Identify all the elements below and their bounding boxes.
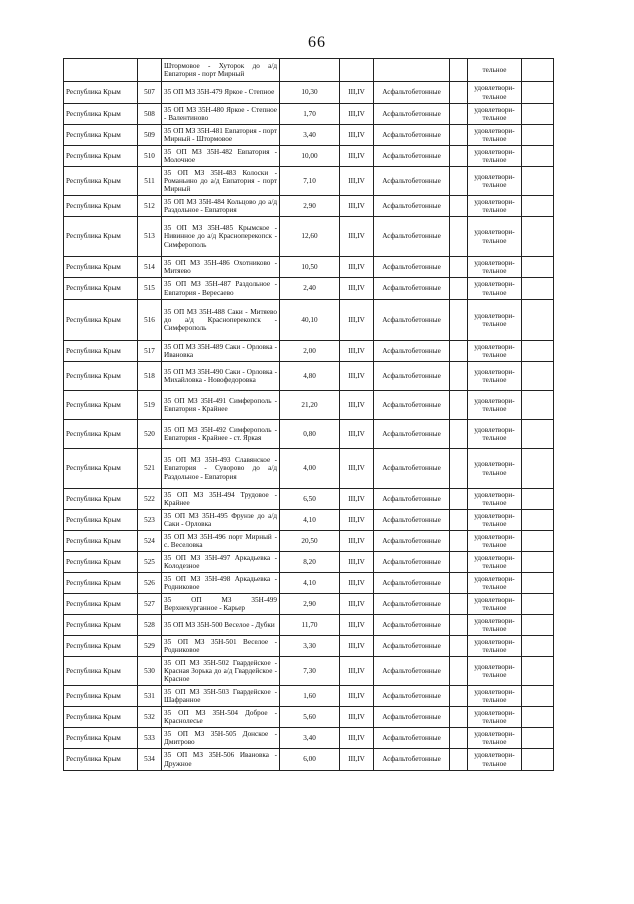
length-cell: 4,10: [280, 573, 340, 594]
length-cell: 8,20: [280, 552, 340, 573]
region-cell: Республика Крым: [64, 728, 138, 749]
table-row: [64, 594, 554, 615]
category-cell: III,IV: [340, 217, 374, 257]
table-row: [64, 391, 554, 420]
number-cell: 510: [138, 146, 162, 167]
condition-cell: удовлетвори-тельное: [468, 146, 522, 167]
length-cell: 1,70: [280, 104, 340, 125]
surface-cell: Асфальтобетонные: [374, 167, 450, 196]
table-row-continued: [64, 59, 554, 82]
surface-cell: Асфальтобетонные: [374, 686, 450, 707]
table-row: [64, 749, 554, 771]
category-cell: III,IV: [340, 552, 374, 573]
road-name-cell: 35 ОП МЗ 35Н-502 Гвардейское - Красная Зорька до а/д Гвардейское - Красное: [162, 657, 280, 686]
region-cell: Республика Крым: [64, 104, 138, 125]
region-cell: Республика Крым: [64, 278, 138, 300]
category-cell: III,IV: [340, 300, 374, 341]
length-cell: 10,00: [280, 146, 340, 167]
table-row: [64, 449, 554, 489]
region-cell: Республика Крым: [64, 449, 138, 489]
length-cell: 5,60: [280, 707, 340, 728]
surface-cell: Асфальтобетонные: [374, 615, 450, 636]
surface-cell: [374, 59, 450, 82]
empty-cell: [522, 573, 554, 594]
condition-cell: удовлетвори-тельное: [468, 636, 522, 657]
category-cell: III,IV: [340, 531, 374, 552]
number-cell: 532: [138, 707, 162, 728]
empty-cell: [450, 59, 468, 82]
condition-cell: удовлетвори-тельное: [468, 531, 522, 552]
road-name-cell: 35 ОП МЗ 35Н-482 Евпатория - Молочное: [162, 146, 280, 167]
empty-cell: [522, 125, 554, 146]
table-row: [64, 636, 554, 657]
empty-cell: [522, 636, 554, 657]
condition-cell: удовлетвори-тельное: [468, 573, 522, 594]
category-cell: III,IV: [340, 686, 374, 707]
road-name-cell: 35 ОП МЗ 35Н-489 Саки - Орловка - Ивановка: [162, 341, 280, 362]
empty-cell: [522, 59, 554, 82]
road-name-cell: Штормовое - Хуторок до а/д Евпатория - порт Мирный: [162, 59, 280, 82]
condition-cell: удовлетвори-тельное: [468, 217, 522, 257]
table-row: [64, 552, 554, 573]
empty-cell: [450, 278, 468, 300]
condition-cell: удовлетвори-тельное: [468, 257, 522, 278]
empty-cell: [450, 749, 468, 771]
length-cell: 12,60: [280, 217, 340, 257]
number-cell: 515: [138, 278, 162, 300]
road-name-cell: 35 ОП МЗ 35Н-498 Аркадьевка - Родниковое: [162, 573, 280, 594]
empty-cell: [450, 707, 468, 728]
category-cell: III,IV: [340, 341, 374, 362]
length-cell: 11,70: [280, 615, 340, 636]
empty-cell: [450, 217, 468, 257]
empty-cell: [522, 420, 554, 449]
condition-cell: удовлетвори-тельное: [468, 728, 522, 749]
road-name-cell: 35 ОП МЗ 35Н-484 Кольцово до а/д Раздольное - Евпатория: [162, 196, 280, 217]
empty-cell: [450, 125, 468, 146]
condition-cell: удовлетвори-тельное: [468, 125, 522, 146]
surface-cell: Асфальтобетонные: [374, 217, 450, 257]
empty-cell: [522, 657, 554, 686]
number-cell: 512: [138, 196, 162, 217]
empty-cell: [450, 300, 468, 341]
region-cell: Республика Крым: [64, 167, 138, 196]
table-row: [64, 707, 554, 728]
empty-cell: [522, 749, 554, 771]
empty-cell: [522, 449, 554, 489]
table-row: [64, 104, 554, 125]
region-cell: Республика Крым: [64, 594, 138, 615]
empty-cell: [450, 686, 468, 707]
length-cell: 40,10: [280, 300, 340, 341]
surface-cell: Асфальтобетонные: [374, 420, 450, 449]
empty-cell: [450, 196, 468, 217]
empty-cell: [522, 531, 554, 552]
region-cell: Республика Крым: [64, 146, 138, 167]
surface-cell: Асфальтобетонные: [374, 707, 450, 728]
empty-cell: [450, 146, 468, 167]
number-cell: 517: [138, 341, 162, 362]
table-row: [64, 125, 554, 146]
road-name-cell: 35 ОП МЗ 35Н-488 Саки - Митяево до а/д Красноперекопск - Симферополь: [162, 300, 280, 341]
condition-cell: удовлетвори-тельное: [468, 341, 522, 362]
length-cell: 7,10: [280, 167, 340, 196]
region-cell: Республика Крым: [64, 257, 138, 278]
number-cell: 520: [138, 420, 162, 449]
category-cell: III,IV: [340, 125, 374, 146]
length-cell: 0,80: [280, 420, 340, 449]
roads-table: [63, 58, 554, 771]
region-cell: Республика Крым: [64, 217, 138, 257]
number-cell: 514: [138, 257, 162, 278]
length-cell: 4,00: [280, 449, 340, 489]
category-cell: III,IV: [340, 707, 374, 728]
empty-cell: [522, 167, 554, 196]
road-name-cell: 35 ОП МЗ 35Н-490 Саки - Орловка - Михайловка - Новофедоровка: [162, 362, 280, 391]
empty-cell: [450, 257, 468, 278]
surface-cell: Асфальтобетонные: [374, 341, 450, 362]
empty-cell: [450, 489, 468, 510]
empty-cell: [450, 449, 468, 489]
region-cell: Республика Крым: [64, 636, 138, 657]
region-cell: Республика Крым: [64, 300, 138, 341]
road-name-cell: 35 ОП МЗ 35Н-492 Симферополь - Евпатория - Крайнее - ст. Яркая: [162, 420, 280, 449]
length-cell: 21,20: [280, 391, 340, 420]
table-row: [64, 217, 554, 257]
length-cell: 7,30: [280, 657, 340, 686]
length-cell: 20,50: [280, 531, 340, 552]
number-cell: 518: [138, 362, 162, 391]
category-cell: III,IV: [340, 167, 374, 196]
condition-cell: удовлетвори-тельное: [468, 707, 522, 728]
number-cell: 530: [138, 657, 162, 686]
empty-cell: [522, 615, 554, 636]
table-row: [64, 341, 554, 362]
category-cell: III,IV: [340, 104, 374, 125]
surface-cell: Асфальтобетонные: [374, 510, 450, 531]
length-cell: 6,00: [280, 749, 340, 771]
category-cell: III,IV: [340, 257, 374, 278]
empty-cell: [522, 686, 554, 707]
number-cell: 529: [138, 636, 162, 657]
category-cell: III,IV: [340, 278, 374, 300]
number-cell: 525: [138, 552, 162, 573]
number-cell: 523: [138, 510, 162, 531]
category-cell: III,IV: [340, 82, 374, 104]
empty-cell: [450, 167, 468, 196]
number-cell: 513: [138, 217, 162, 257]
condition-cell: удовлетвори-тельное: [468, 749, 522, 771]
length-cell: 3,30: [280, 636, 340, 657]
category-cell: III,IV: [340, 420, 374, 449]
region-cell: Республика Крым: [64, 531, 138, 552]
number-cell: 507: [138, 82, 162, 104]
condition-cell: удовлетвори-тельное: [468, 420, 522, 449]
table-row: [64, 257, 554, 278]
number-cell: 534: [138, 749, 162, 771]
condition-cell: удовлетвори-тельное: [468, 510, 522, 531]
road-name-cell: 35 ОП МЗ 35Н-491 Симферополь - Евпатория - Крайнее: [162, 391, 280, 420]
empty-cell: [450, 531, 468, 552]
table-row: [64, 615, 554, 636]
length-cell: 3,40: [280, 125, 340, 146]
empty-cell: [450, 362, 468, 391]
page-number: 66: [308, 34, 326, 51]
condition-cell: удовлетвори-тельное: [468, 82, 522, 104]
condition-cell: удовлетвори-тельное: [468, 686, 522, 707]
region-cell: Республика Крым: [64, 420, 138, 449]
number-cell: [138, 59, 162, 82]
empty-cell: [450, 636, 468, 657]
condition-cell: удовлетвори-тельное: [468, 594, 522, 615]
length-cell: 1,60: [280, 686, 340, 707]
length-cell: 4,80: [280, 362, 340, 391]
road-name-cell: 35 ОП МЗ 35Н-487 Раздольное - Евпатория - Вересаево: [162, 278, 280, 300]
region-cell: Республика Крым: [64, 125, 138, 146]
surface-cell: Асфальтобетонные: [374, 552, 450, 573]
number-cell: 531: [138, 686, 162, 707]
number-cell: 509: [138, 125, 162, 146]
category-cell: III,IV: [340, 594, 374, 615]
condition-cell: удовлетвори-тельное: [468, 449, 522, 489]
empty-cell: [522, 217, 554, 257]
table-body: [64, 59, 554, 771]
category-cell: III,IV: [340, 749, 374, 771]
table-row: [64, 510, 554, 531]
road-name-cell: 35 ОП МЗ 35Н-481 Евпатория - порт Мирный - Штормовое: [162, 125, 280, 146]
surface-cell: Асфальтобетонные: [374, 125, 450, 146]
length-cell: 10,50: [280, 257, 340, 278]
empty-cell: [522, 362, 554, 391]
condition-cell: удовлетвори-тельное: [468, 391, 522, 420]
table-row: [64, 278, 554, 300]
category-cell: [340, 59, 374, 82]
empty-cell: [450, 728, 468, 749]
surface-cell: Асфальтобетонные: [374, 391, 450, 420]
surface-cell: Асфальтобетонные: [374, 257, 450, 278]
empty-cell: [450, 391, 468, 420]
number-cell: 516: [138, 300, 162, 341]
empty-cell: [450, 552, 468, 573]
road-name-cell: 35 ОП МЗ 35Н-480 Яркое - Степное - Валентиново: [162, 104, 280, 125]
category-cell: III,IV: [340, 196, 374, 217]
category-cell: III,IV: [340, 391, 374, 420]
empty-cell: [522, 341, 554, 362]
condition-cell: удовлетвори-тельное: [468, 362, 522, 391]
length-cell: [280, 59, 340, 82]
number-cell: 508: [138, 104, 162, 125]
region-cell: Республика Крым: [64, 82, 138, 104]
table-row: [64, 657, 554, 686]
table-row: [64, 420, 554, 449]
empty-cell: [450, 82, 468, 104]
road-name-cell: 35 ОП МЗ 35Н-483 Колоски - Романьино до а/д Евпатория - порт Мирный: [162, 167, 280, 196]
empty-cell: [522, 104, 554, 125]
surface-cell: Асфальтобетонные: [374, 489, 450, 510]
surface-cell: Асфальтобетонные: [374, 82, 450, 104]
empty-cell: [522, 489, 554, 510]
surface-cell: Асфальтобетонные: [374, 573, 450, 594]
category-cell: III,IV: [340, 728, 374, 749]
road-name-cell: 35 ОП МЗ 35Н-494 Трудовое - Крайнее: [162, 489, 280, 510]
empty-cell: [522, 594, 554, 615]
number-cell: 533: [138, 728, 162, 749]
condition-cell: удовлетвори-тельное: [468, 104, 522, 125]
surface-cell: Асфальтобетонные: [374, 278, 450, 300]
category-cell: III,IV: [340, 449, 374, 489]
number-cell: 522: [138, 489, 162, 510]
region-cell: Республика Крым: [64, 573, 138, 594]
empty-cell: [522, 391, 554, 420]
road-name-cell: 35 ОП МЗ 35Н-496 порт Мирный - с. Веселовка: [162, 531, 280, 552]
empty-cell: [522, 300, 554, 341]
category-cell: III,IV: [340, 362, 374, 391]
road-name-cell: 35 ОП МЗ 35Н-506 Ивановка - Дружное: [162, 749, 280, 771]
empty-cell: [450, 615, 468, 636]
road-name-cell: 35 ОП МЗ 35Н-497 Аркадьевка - Колодезное: [162, 552, 280, 573]
table-row: [64, 300, 554, 341]
region-cell: Республика Крым: [64, 552, 138, 573]
table-row: [64, 573, 554, 594]
region-cell: Республика Крым: [64, 707, 138, 728]
road-name-cell: 35 ОП МЗ 35Н-486 Охотниково - Митяево: [162, 257, 280, 278]
number-cell: 521: [138, 449, 162, 489]
category-cell: III,IV: [340, 657, 374, 686]
length-cell: 2,00: [280, 341, 340, 362]
empty-cell: [522, 707, 554, 728]
table-row: [64, 146, 554, 167]
region-cell: Республика Крым: [64, 686, 138, 707]
region-cell: [64, 59, 138, 82]
region-cell: Республика Крым: [64, 749, 138, 771]
road-name-cell: 35 ОП МЗ 35Н-501 Веселое - Родниковое: [162, 636, 280, 657]
length-cell: 6,50: [280, 489, 340, 510]
condition-cell: удовлетвори-тельное: [468, 167, 522, 196]
condition-cell: удовлетвори-тельное: [468, 196, 522, 217]
empty-cell: [450, 104, 468, 125]
table-row: [64, 167, 554, 196]
length-cell: 4,10: [280, 510, 340, 531]
empty-cell: [450, 657, 468, 686]
number-cell: 519: [138, 391, 162, 420]
number-cell: 528: [138, 615, 162, 636]
surface-cell: Асфальтобетонные: [374, 594, 450, 615]
empty-cell: [522, 196, 554, 217]
condition-cell: удовлетвори-тельное: [468, 300, 522, 341]
empty-cell: [450, 420, 468, 449]
table-row: [64, 728, 554, 749]
number-cell: 511: [138, 167, 162, 196]
table-row: [64, 362, 554, 391]
category-cell: III,IV: [340, 489, 374, 510]
empty-cell: [450, 510, 468, 531]
region-cell: Республика Крым: [64, 341, 138, 362]
empty-cell: [522, 728, 554, 749]
region-cell: Республика Крым: [64, 510, 138, 531]
surface-cell: Асфальтобетонные: [374, 636, 450, 657]
surface-cell: Асфальтобетонные: [374, 104, 450, 125]
road-name-cell: 35 ОП МЗ 35Н-503 Гвардейское - Шафранное: [162, 686, 280, 707]
road-name-cell: 35 ОП МЗ 35Н-495 Фрунзе до а/д Саки - Орловка: [162, 510, 280, 531]
table-row: [64, 489, 554, 510]
surface-cell: Асфальтобетонные: [374, 449, 450, 489]
condition-cell: удовлетвори-тельное: [468, 615, 522, 636]
road-name-cell: 35 ОП МЗ 35Н-504 Доброе - Краснолесье: [162, 707, 280, 728]
empty-cell: [522, 510, 554, 531]
number-cell: 527: [138, 594, 162, 615]
category-cell: III,IV: [340, 510, 374, 531]
road-name-cell: 35 ОП МЗ 35Н-499 Верхнекурганное - Карьер: [162, 594, 280, 615]
surface-cell: Асфальтобетонные: [374, 196, 450, 217]
length-cell: 10,30: [280, 82, 340, 104]
empty-cell: [450, 341, 468, 362]
length-cell: 2,90: [280, 196, 340, 217]
surface-cell: Асфальтобетонные: [374, 749, 450, 771]
empty-cell: [450, 594, 468, 615]
length-cell: 3,40: [280, 728, 340, 749]
category-cell: III,IV: [340, 615, 374, 636]
road-name-cell: 35 ОП МЗ 35Н-493 Славянское - Евпатория - Суворово до а/д Раздольное - Евпатория: [162, 449, 280, 489]
condition-cell: удовлетвори-тельное: [468, 657, 522, 686]
region-cell: Республика Крым: [64, 615, 138, 636]
condition-cell: удовлетвори-тельное: [468, 552, 522, 573]
region-cell: Республика Крым: [64, 196, 138, 217]
surface-cell: Асфальтобетонные: [374, 300, 450, 341]
category-cell: III,IV: [340, 146, 374, 167]
surface-cell: Асфальтобетонные: [374, 362, 450, 391]
length-cell: 2,40: [280, 278, 340, 300]
number-cell: 526: [138, 573, 162, 594]
table-row: [64, 82, 554, 104]
table-row: [64, 196, 554, 217]
empty-cell: [450, 573, 468, 594]
region-cell: Республика Крым: [64, 391, 138, 420]
road-name-cell: 35 ОП МЗ 35Н-485 Крымское - Нивинное до а/д Красноперекопск - Симферополь: [162, 217, 280, 257]
road-name-cell: 35 ОП МЗ 35Н-479 Яркое - Степное: [162, 82, 280, 104]
surface-cell: Асфальтобетонные: [374, 146, 450, 167]
surface-cell: Асфальтобетонные: [374, 531, 450, 552]
table-row: [64, 686, 554, 707]
empty-cell: [522, 146, 554, 167]
empty-cell: [522, 82, 554, 104]
region-cell: Республика Крым: [64, 657, 138, 686]
region-cell: Республика Крым: [64, 489, 138, 510]
category-cell: III,IV: [340, 636, 374, 657]
empty-cell: [522, 552, 554, 573]
condition-cell: тельное: [468, 59, 522, 82]
surface-cell: Асфальтобетонные: [374, 657, 450, 686]
empty-cell: [522, 278, 554, 300]
condition-cell: удовлетвори-тельное: [468, 278, 522, 300]
road-name-cell: 35 ОП МЗ 35Н-500 Веселое - Дубки: [162, 615, 280, 636]
surface-cell: Асфальтобетонные: [374, 728, 450, 749]
condition-cell: удовлетвори-тельное: [468, 489, 522, 510]
empty-cell: [522, 257, 554, 278]
category-cell: III,IV: [340, 573, 374, 594]
road-name-cell: 35 ОП МЗ 35Н-505 Донское - Дмитрово: [162, 728, 280, 749]
table-row: [64, 531, 554, 552]
region-cell: Республика Крым: [64, 362, 138, 391]
length-cell: 2,90: [280, 594, 340, 615]
number-cell: 524: [138, 531, 162, 552]
